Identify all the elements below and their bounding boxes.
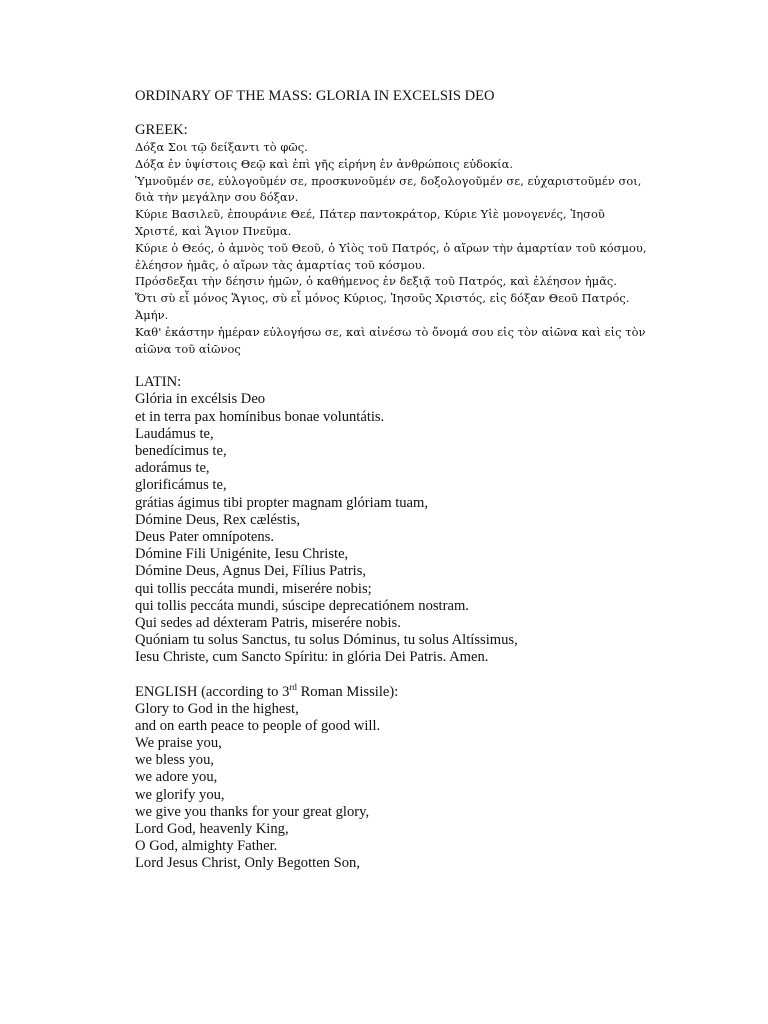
- greek-line: Καθ' ἑκάστην ἡμέραν εὐλογήσω σε, καὶ αἰνέσω τὸ ὄνομά σου εἰς τὸν αἰῶνα καὶ εἰς τὸν: [135, 324, 646, 339]
- latin-text: [135, 391, 755, 666]
- greek-text: [135, 139, 755, 357]
- document-body: [135, 88, 755, 873]
- english-line: we give you thanks for your great glory,: [135, 803, 370, 820]
- latin-line: Dómine Fili Unigénite, Iesu Christe,: [135, 546, 349, 563]
- english-line: Glory to God in the highest,: [135, 700, 299, 717]
- greek-heading: GREEK:: [135, 122, 188, 138]
- english-line: We praise you,: [135, 735, 222, 752]
- greek-line: αἰῶνα τοῦ αἰῶνος: [135, 341, 241, 356]
- latin-line: qui tollis peccáta mundi, súscipe deprecatiónem nostram.: [135, 597, 469, 614]
- latin-line: Iesu Christe, cum Sancto Spíritu: in glória Dei Patris. Amen.: [135, 649, 489, 666]
- english-line: O God, almighty Father.: [135, 838, 278, 855]
- greek-line: Ὑμνοῦμέν σε, εὐλογοῦμέν σε, προσκυνοῦμέν σε, δοξολογοῦμέν σε, εὐχαριστοῦμέν σοι,: [135, 173, 642, 188]
- greek-line: Δόξα ἐν ὑψίστοις Θεῷ καὶ ἐπὶ γῆς εἰρήνη ἐν ἀνθρώποις εὐδοκία.: [135, 156, 514, 171]
- latin-line: et in terra pax homínibus bonae voluntátis.: [135, 408, 385, 425]
- greek-line: Ὅτι σὺ εἶ μόνος Ἅγιος, σὺ εἶ μόνος Κύριος, Ἰησοῦς Χριστός, εἰς δόξαν Θεοῦ Πατρός.: [135, 291, 630, 306]
- english-line: Lord Jesus Christ, Only Begotten Son,: [135, 855, 360, 872]
- latin-line: Glória in excélsis Deo: [135, 391, 266, 408]
- greek-line: ἐλέησον ἡμᾶς, ὁ αἴρων τὰς ἁμαρτίας τοῦ κόσμου.: [135, 257, 426, 272]
- english-heading-superscript: rd: [289, 681, 297, 692]
- latin-line: glorificámus te,: [135, 477, 227, 494]
- latin-line: Qui sedes ad déxteram Patris, miserére nobis.: [135, 615, 401, 631]
- english-text: [135, 701, 755, 873]
- document-title: ORDINARY OF THE MASS: GLORIA IN EXCELSIS DEO: [135, 88, 495, 104]
- english-line: and on earth peace to people of good will.: [135, 717, 381, 734]
- greek-line: Ἀμήν.: [135, 307, 169, 322]
- greek-line: Δόξα Σοι τῷ δείξαντι τὸ φῶς.: [135, 140, 308, 154]
- latin-heading: LATIN:: [135, 374, 182, 391]
- english-heading: [135, 681, 755, 701]
- spacer: [135, 105, 755, 122]
- latin-line: Dómine Deus, Rex cæléstis,: [135, 511, 300, 528]
- latin-line: Dómine Deus, Agnus Dei, Fílius Patris,: [135, 563, 367, 580]
- latin-line: Laudámus te,: [135, 425, 214, 442]
- spacer: [135, 357, 755, 374]
- greek-line: Χριστέ, καὶ Ἅγιον Πνεῦμα.: [135, 223, 292, 238]
- greek-line: Πρόσδεξαι τὴν δέησιν ἡμῶν, ὁ καθήμενος ἐν δεξιᾷ τοῦ Πατρός, καὶ ἐλέησον ἡμᾶς.: [135, 274, 618, 289]
- greek-line: Κύριε Βασιλεῦ, ἐπουράνιε Θεέ, Πάτερ παντοκράτορ, Κύριε Υἱὲ μονογενές, Ἰησοῦ: [135, 207, 605, 222]
- greek-line: διὰ τὴν μεγάλην σου δόξαν.: [135, 190, 299, 205]
- latin-line: qui tollis peccáta mundi, miserére nobis;: [135, 580, 372, 597]
- english-line: we bless you,: [135, 752, 215, 769]
- english-heading-text: ENGLISH (according to 3: [135, 683, 290, 700]
- latin-line: grátias ágimus tibi propter magnam glóriam tuam,: [135, 494, 429, 511]
- latin-line: benedícimus te,: [135, 442, 227, 459]
- latin-line: Quóniam tu solus Sanctus, tu solus Dóminus, tu solus Altíssimus,: [135, 632, 518, 649]
- english-heading-text-end: Roman Missile):: [296, 683, 399, 700]
- latin-line: adorámus te,: [135, 460, 210, 477]
- english-line: we adore you,: [135, 769, 218, 786]
- spacer: [135, 667, 755, 684]
- greek-line: Κύριε ὁ Θεός, ὁ ἀμνὸς τοῦ Θεοῦ, ὁ Υἱὸς τοῦ Πατρός, ὁ αἴρων τὴν ἁμαρτίαν τοῦ κόσμου,: [135, 240, 647, 255]
- latin-line: Deus Pater omnípotens.: [135, 528, 275, 545]
- english-line: we glorify you,: [135, 786, 225, 803]
- english-line: Lord God, heavenly King,: [135, 821, 289, 838]
